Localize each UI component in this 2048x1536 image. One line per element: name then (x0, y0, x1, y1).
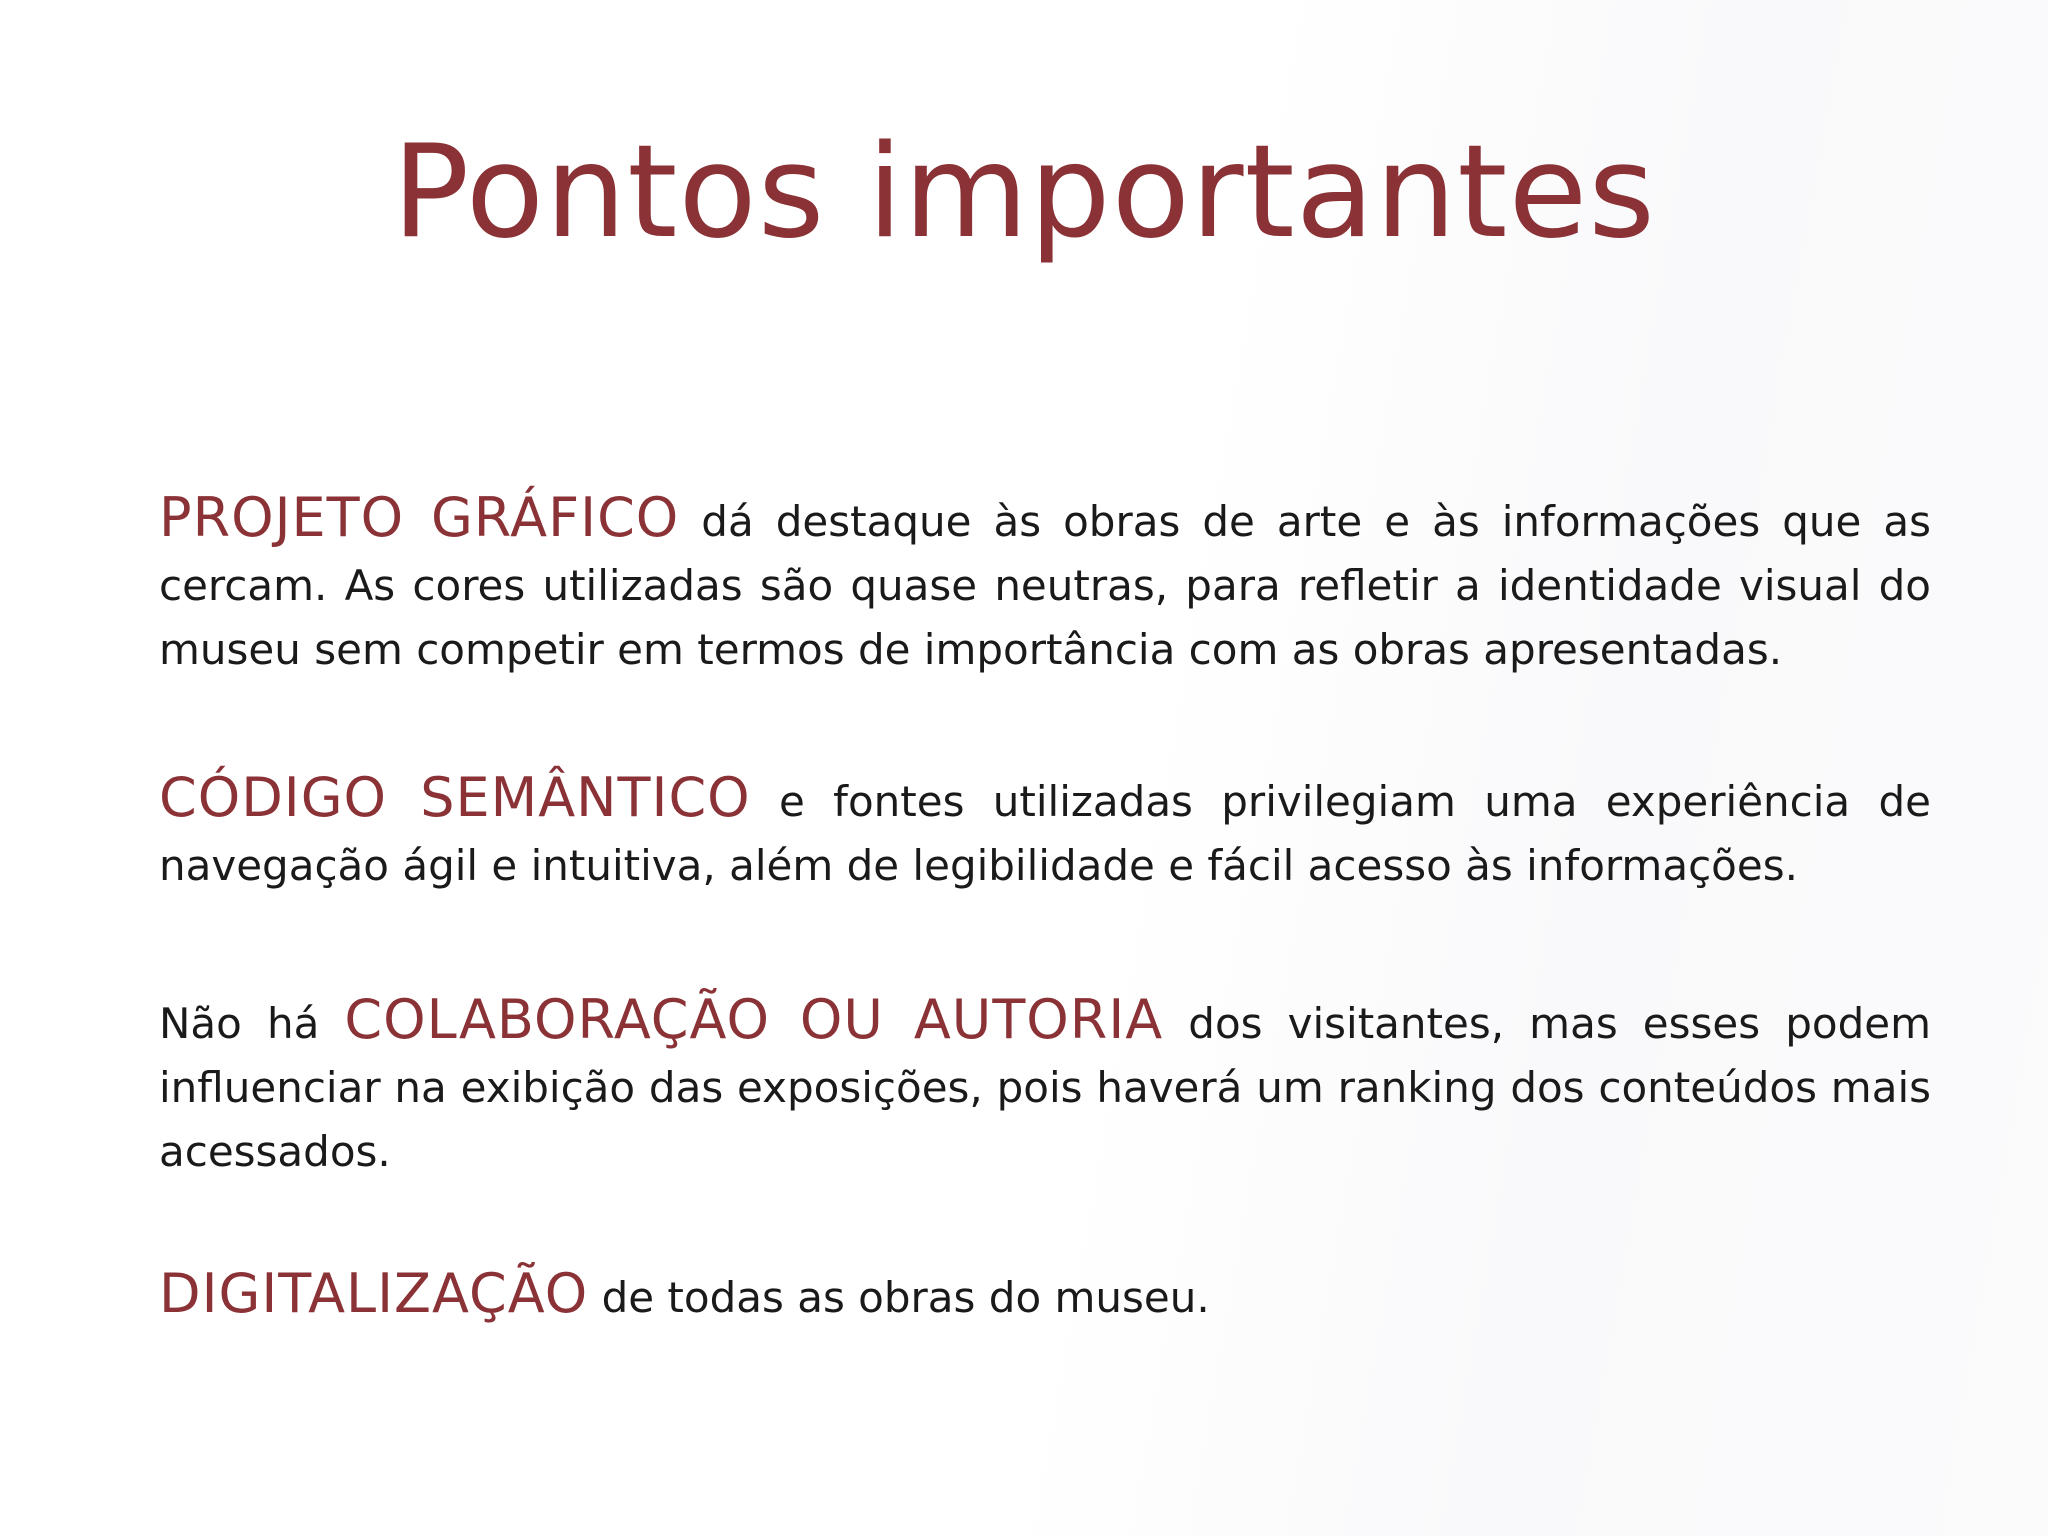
slide-title: Pontos importantes (392, 118, 1656, 267)
paragraph-projeto-grafico (159, 486, 1931, 682)
highlight-digitalizacao: DIGITALIZAÇÃO (159, 1262, 589, 1325)
highlight-colaboracao-autoria: COLABORAÇÃO OU AUTORIA (344, 988, 1164, 1051)
highlight-projeto-grafico: PROJETO GRÁFICO (159, 486, 680, 549)
highlight-codigo-semantico: CÓDIGO SEMÂNTICO (159, 766, 751, 829)
paragraph-colaboracao (159, 988, 1931, 1184)
paragraph-codigo-semantico (159, 766, 1931, 898)
paragraph-body: dos visitantes, mas esses podem influenciar na exibição das exposições, pois haverá um ranking dos conteúdos mais acessados. (159, 999, 1931, 1176)
paragraph-body: de todas as obras do museu. (588, 1273, 1210, 1322)
paragraph-body: dá destaque às obras de arte e às informações que as cercam. As cores utilizadas são quase neutras, para refletir a identidade visual do museu sem competir em termos de importância com as obras apresentadas. (159, 497, 1931, 674)
paragraph-digitalizacao (159, 1262, 1931, 1330)
paragraph-body: e fontes utilizadas privilegiam uma experiência de navegação ágil e intuitiva, além de legibilidade e fácil acesso às informações. (159, 777, 1931, 890)
paragraph-lead: Não há (159, 999, 345, 1048)
